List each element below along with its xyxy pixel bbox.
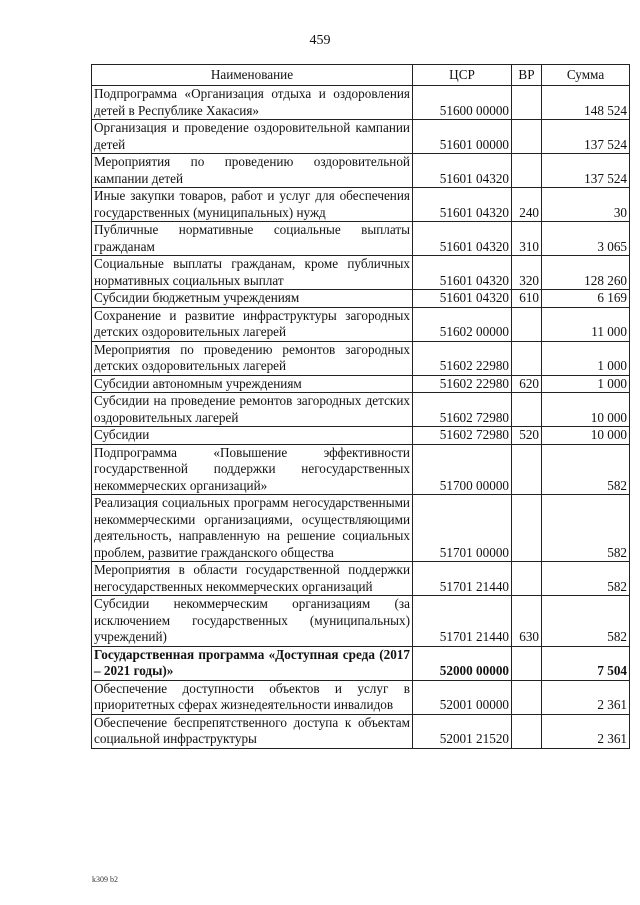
row-name-cell: Организация и проведение оздоровительной кампании детей xyxy=(92,120,413,154)
row-csr-cell: 52000 00000 xyxy=(413,646,512,680)
row-csr-cell: 51601 04320 xyxy=(413,290,512,308)
table-row xyxy=(92,307,630,341)
budget-table xyxy=(91,64,630,749)
row-sum-cell: 7 504 xyxy=(542,646,630,680)
row-sum-cell: 582 xyxy=(542,444,630,495)
table-row xyxy=(92,86,630,120)
row-name-cell: Сохранение и развитие инфраструктуры загородных детских оздоровительных лагерей xyxy=(92,307,413,341)
row-sum-cell: 148 524 xyxy=(542,86,630,120)
table-row xyxy=(92,427,630,445)
row-csr-cell: 51602 72980 xyxy=(413,393,512,427)
row-vr-cell xyxy=(512,646,542,680)
row-sum-cell: 30 xyxy=(542,188,630,222)
row-sum-cell: 1 000 xyxy=(542,341,630,375)
row-vr-cell xyxy=(512,680,542,714)
row-name-cell: Мероприятия в области государственной поддержки негосударственных некоммерческих организаций xyxy=(92,562,413,596)
table-row xyxy=(92,154,630,188)
row-sum-cell: 1 000 xyxy=(542,375,630,393)
row-sum-cell: 3 065 xyxy=(542,222,630,256)
row-vr-cell xyxy=(512,307,542,341)
table-row xyxy=(92,341,630,375)
table-row xyxy=(92,680,630,714)
row-vr-cell: 320 xyxy=(512,256,542,290)
row-vr-cell xyxy=(512,86,542,120)
row-csr-cell: 51701 00000 xyxy=(413,495,512,562)
row-sum-cell: 10 000 xyxy=(542,427,630,445)
row-vr-cell xyxy=(512,120,542,154)
row-csr-cell: 52001 00000 xyxy=(413,680,512,714)
row-name-cell: Обеспечение беспрепятственного доступа к объектам социальной инфраструктуры xyxy=(92,714,413,748)
row-sum-cell: 137 524 xyxy=(542,154,630,188)
row-sum-cell: 582 xyxy=(542,596,630,647)
row-name-cell: Субсидии некоммерческим организациям (за исключением государственных (муниципальных) учреждений) xyxy=(92,596,413,647)
row-vr-cell xyxy=(512,154,542,188)
row-vr-cell xyxy=(512,495,542,562)
row-name-cell: Субсидии на проведение ремонтов загородных детских оздоровительных лагерей xyxy=(92,393,413,427)
table-header-row xyxy=(92,65,630,86)
table-row xyxy=(92,646,630,680)
table-row xyxy=(92,444,630,495)
row-csr-cell: 51701 21440 xyxy=(413,596,512,647)
table-row xyxy=(92,714,630,748)
table-row xyxy=(92,290,630,308)
row-name-cell: Подпрограмма «Повышение эффективности государственной поддержки негосударственных некоммерческих организаций» xyxy=(92,444,413,495)
table-row xyxy=(92,393,630,427)
row-vr-cell: 620 xyxy=(512,375,542,393)
row-sum-cell: 582 xyxy=(542,562,630,596)
footer-code: k309 b2 xyxy=(92,875,118,884)
table-row xyxy=(92,375,630,393)
row-sum-cell: 2 361 xyxy=(542,714,630,748)
row-name-cell: Социальные выплаты гражданам, кроме публичных нормативных социальных выплат xyxy=(92,256,413,290)
row-vr-cell xyxy=(512,393,542,427)
row-csr-cell: 51602 22980 xyxy=(413,341,512,375)
header-sum: Сумма xyxy=(542,65,630,86)
row-name-cell: Публичные нормативные социальные выплаты гражданам xyxy=(92,222,413,256)
row-vr-cell: 630 xyxy=(512,596,542,647)
row-name-cell: Подпрограмма «Организация отдыха и оздоровления детей в Республике Хакасия» xyxy=(92,86,413,120)
row-vr-cell: 310 xyxy=(512,222,542,256)
row-name-cell: Мероприятия по проведению ремонтов загородных детских оздоровительных лагерей xyxy=(92,341,413,375)
row-csr-cell: 51600 00000 xyxy=(413,86,512,120)
row-name-cell: Иные закупки товаров, работ и услуг для обеспечения государственных (муниципальных) нужд xyxy=(92,188,413,222)
row-vr-cell xyxy=(512,714,542,748)
row-name-cell: Субсидии xyxy=(92,427,413,445)
table-body xyxy=(92,86,630,749)
row-sum-cell: 582 xyxy=(542,495,630,562)
header-csr: ЦСР xyxy=(413,65,512,86)
table-row xyxy=(92,596,630,647)
table-row xyxy=(92,222,630,256)
row-name-cell: Государственная программа «Доступная среда (2017 – 2021 годы)» xyxy=(92,646,413,680)
row-csr-cell: 51601 04320 xyxy=(413,256,512,290)
row-vr-cell xyxy=(512,444,542,495)
table-row xyxy=(92,256,630,290)
row-name-cell: Реализация социальных программ негосударственными некоммерческими организациями, осуществляющими деятельность, направленную на решение социальных проблем, развитие гражданского общества xyxy=(92,495,413,562)
row-csr-cell: 51700 00000 xyxy=(413,444,512,495)
row-sum-cell: 128 260 xyxy=(542,256,630,290)
row-sum-cell: 6 169 xyxy=(542,290,630,308)
header-vr: ВР xyxy=(512,65,542,86)
table-row xyxy=(92,120,630,154)
row-name-cell: Обеспечение доступности объектов и услуг в приоритетных сферах жизнедеятельности инвалидов xyxy=(92,680,413,714)
page-number: 459 xyxy=(309,33,331,48)
row-name-cell: Субсидии бюджетным учреждениям xyxy=(92,290,413,308)
row-sum-cell: 11 000 xyxy=(542,307,630,341)
row-sum-cell: 10 000 xyxy=(542,393,630,427)
row-name-cell: Мероприятия по проведению оздоровительной кампании детей xyxy=(92,154,413,188)
row-csr-cell: 51601 00000 xyxy=(413,120,512,154)
row-csr-cell: 51602 22980 xyxy=(413,375,512,393)
row-vr-cell xyxy=(512,562,542,596)
table-row xyxy=(92,562,630,596)
row-vr-cell: 610 xyxy=(512,290,542,308)
table-row xyxy=(92,495,630,562)
row-csr-cell: 51601 04320 xyxy=(413,188,512,222)
row-vr-cell xyxy=(512,341,542,375)
row-csr-cell: 51602 72980 xyxy=(413,427,512,445)
table-row xyxy=(92,188,630,222)
row-csr-cell: 51601 04320 xyxy=(413,154,512,188)
row-vr-cell: 240 xyxy=(512,188,542,222)
row-csr-cell: 52001 21520 xyxy=(413,714,512,748)
row-vr-cell: 520 xyxy=(512,427,542,445)
row-csr-cell: 51601 04320 xyxy=(413,222,512,256)
row-csr-cell: 51701 21440 xyxy=(413,562,512,596)
row-sum-cell: 2 361 xyxy=(542,680,630,714)
row-csr-cell: 51602 00000 xyxy=(413,307,512,341)
row-sum-cell: 137 524 xyxy=(542,120,630,154)
header-name: Наименование xyxy=(92,65,413,86)
row-name-cell: Субсидии автономным учреждениям xyxy=(92,375,413,393)
